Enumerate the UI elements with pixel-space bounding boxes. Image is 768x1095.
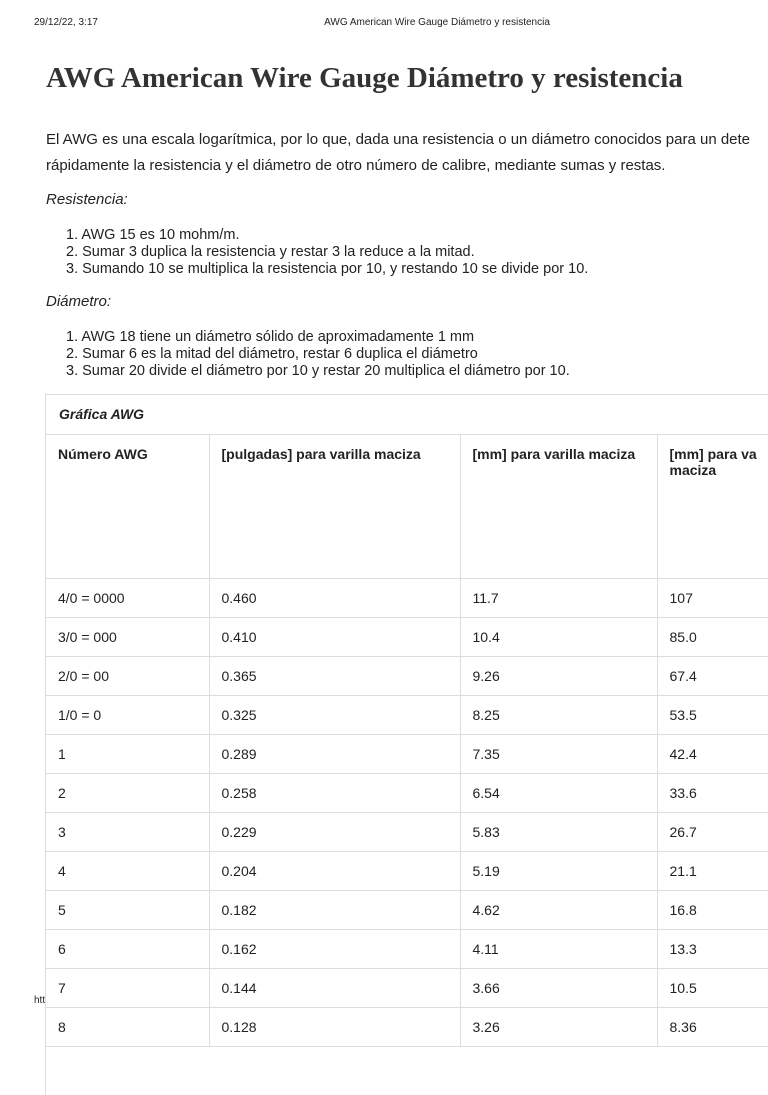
column-header-mm-solid: [mm] para varilla maciza xyxy=(460,435,657,579)
table-cell: 3 xyxy=(46,813,209,852)
table-row xyxy=(46,969,768,1008)
table-cell: 85.0 xyxy=(657,618,768,657)
resistance-rules-list xyxy=(66,227,588,278)
table-cell: 8.25 xyxy=(460,696,657,735)
table-row xyxy=(46,735,768,774)
table-cell: 5 xyxy=(46,891,209,930)
table-cell: 21.1 xyxy=(657,852,768,891)
table-cell: 107 xyxy=(657,579,768,618)
column-header-mm-solid-cut: [mm] para va maciza xyxy=(657,435,768,579)
awg-table xyxy=(46,435,768,1047)
table-cell: 6 xyxy=(46,930,209,969)
resistance-rule: 2. Sumar 3 duplica la resistencia y restar 3 la reduce a la mitad. xyxy=(66,244,475,260)
table-cell: 8.36 xyxy=(657,1008,768,1047)
table-cell: 3.66 xyxy=(460,969,657,1008)
print-header xyxy=(0,17,768,31)
table-cell: 1 xyxy=(46,735,209,774)
column-header-awg-number: Número AWG xyxy=(46,435,209,579)
page-title: AWG American Wire Gauge Diámetro y resistencia xyxy=(46,62,683,94)
table-cell: 5.83 xyxy=(460,813,657,852)
table-cell: 0.204 xyxy=(209,852,460,891)
table-row xyxy=(46,891,768,930)
resistance-heading: Resistencia: xyxy=(46,191,128,208)
table-row xyxy=(46,696,768,735)
table-cell: 0.128 xyxy=(209,1008,460,1047)
intro-paragraph xyxy=(46,127,768,179)
table-cell: 10.5 xyxy=(657,969,768,1008)
table-cell: 0.144 xyxy=(209,969,460,1008)
table-cell: 4/0 = 0000 xyxy=(46,579,209,618)
table-cell: 42.4 xyxy=(657,735,768,774)
table-row xyxy=(46,657,768,696)
footer-url-fragment: htt xyxy=(34,995,46,1006)
table-cell: 2/0 = 00 xyxy=(46,657,209,696)
table-cell: 0.182 xyxy=(209,891,460,930)
diameter-rules-list xyxy=(66,329,570,380)
column-header-inches-solid: [pulgadas] para varilla maciza xyxy=(209,435,460,579)
intro-line: rápidamente la resistencia y el diámetro de otro número de calibre, mediante sumas y restas. xyxy=(46,157,666,174)
table-cell: 0.365 xyxy=(209,657,460,696)
table-cell: 7.35 xyxy=(460,735,657,774)
table-row xyxy=(46,579,768,618)
table-cell: 67.4 xyxy=(657,657,768,696)
table-cell: 26.7 xyxy=(657,813,768,852)
table-row xyxy=(46,813,768,852)
table-cell: 0.325 xyxy=(209,696,460,735)
print-page-title: AWG American Wire Gauge Diámetro y resistencia xyxy=(324,17,550,28)
diameter-rule: 3. Sumar 20 divide el diámetro por 10 y restar 20 multiplica el diámetro por 10. xyxy=(66,363,570,379)
table-cell: 13.3 xyxy=(657,930,768,969)
print-date: 29/12/22, 3:17 xyxy=(34,17,98,28)
table-cell: 53.5 xyxy=(657,696,768,735)
table-cell: 11.7 xyxy=(460,579,657,618)
table-cell: 2 xyxy=(46,774,209,813)
table-cell: 0.289 xyxy=(209,735,460,774)
resistance-rule: 1. AWG 15 es 10 mohm/m. xyxy=(66,227,240,243)
table-cell: 5.19 xyxy=(460,852,657,891)
table-cell: 0.410 xyxy=(209,618,460,657)
table-cell: 3.26 xyxy=(460,1008,657,1047)
table-cell: 0.460 xyxy=(209,579,460,618)
awg-table-container xyxy=(45,394,768,1095)
table-header-row xyxy=(46,435,768,579)
diameter-rule: 2. Sumar 6 es la mitad del diámetro, restar 6 duplica el diámetro xyxy=(66,346,478,362)
table-cell: 10.4 xyxy=(460,618,657,657)
table-row xyxy=(46,852,768,891)
table-cell: 0.229 xyxy=(209,813,460,852)
table-cell: 9.26 xyxy=(460,657,657,696)
table-row xyxy=(46,774,768,813)
table-cell: 0.258 xyxy=(209,774,460,813)
table-cell: 6.54 xyxy=(460,774,657,813)
table-row xyxy=(46,930,768,969)
table-cell: 4.11 xyxy=(460,930,657,969)
diameter-rule: 1. AWG 18 tiene un diámetro sólido de aproximadamente 1 mm xyxy=(66,329,475,345)
table-cell: 7 xyxy=(46,969,209,1008)
table-cell: 33.6 xyxy=(657,774,768,813)
table-cell: 3/0 = 000 xyxy=(46,618,209,657)
table-cell: 4 xyxy=(46,852,209,891)
diameter-heading: Diámetro: xyxy=(46,293,112,310)
table-cell: 16.8 xyxy=(657,891,768,930)
table-row xyxy=(46,1008,768,1047)
table-caption: Gráfica AWG xyxy=(46,395,768,435)
table-cell: 1/0 = 0 xyxy=(46,696,209,735)
table-cell: 4.62 xyxy=(460,891,657,930)
table-cell: 8 xyxy=(46,1008,209,1047)
table-row xyxy=(46,618,768,657)
awg-table-body xyxy=(46,579,768,1047)
intro-line: El AWG es una escala logarítmica, por lo que, dada una resistencia o un diámetro conocidos para un dete xyxy=(46,131,751,148)
resistance-rule: 3. Sumando 10 se multiplica la resistencia por 10, y restando 10 se divide por 10. xyxy=(66,261,589,277)
table-cell: 0.162 xyxy=(209,930,460,969)
